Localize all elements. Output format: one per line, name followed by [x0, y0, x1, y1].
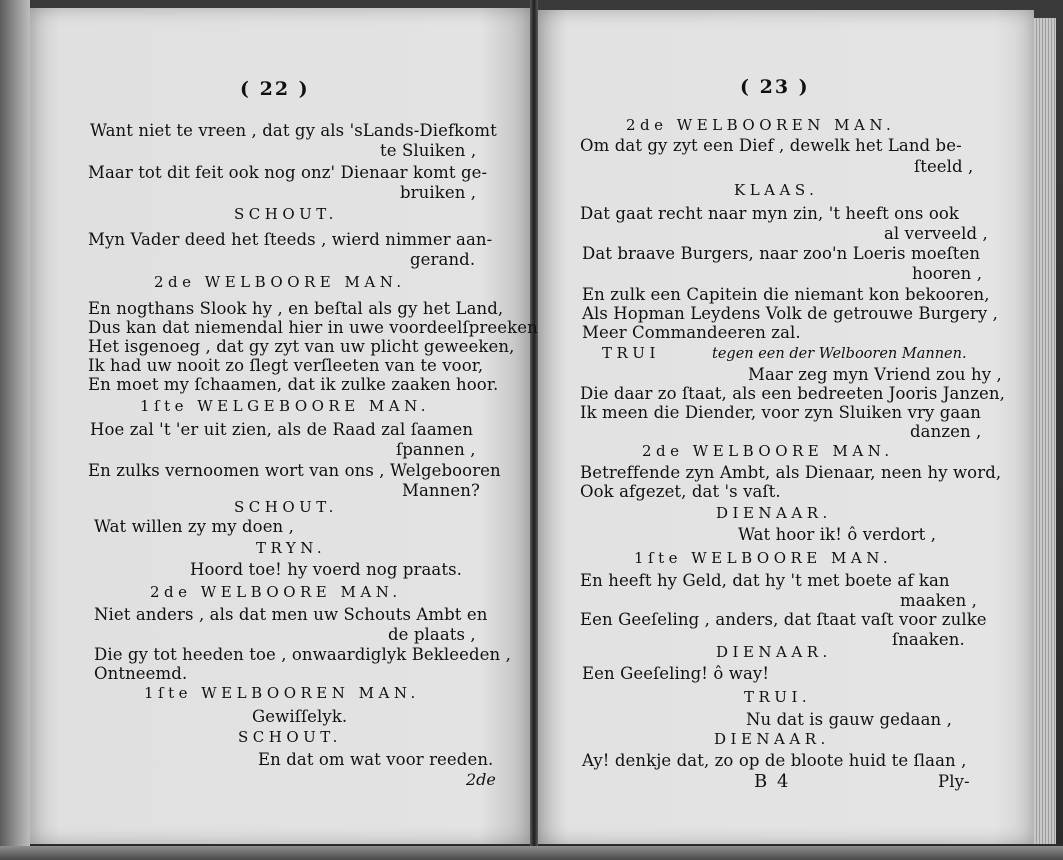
page-number: ( 23 ): [740, 76, 810, 98]
verse-line: En nogthans Slook hy , en beſtal als gy het Land,: [88, 299, 504, 318]
verse-line: Dat gaat recht naar myn zin, 't heeft ons ook: [580, 204, 959, 223]
verse-line: Ay! denkje dat, zo op de bloote huid te ſlaan ,: [582, 751, 967, 770]
verse-line: Als Hopman Leydens Volk de getrouwe Burgery ,: [582, 304, 998, 323]
speaker-heading: 2de WELBOOREN MAN.: [626, 116, 896, 134]
page-number: ( 22 ): [240, 78, 310, 100]
speaker-heading: 2de WELBOORE MAN.: [150, 583, 402, 601]
verse-line: gerand.: [410, 250, 476, 269]
stage-direction: tegen een der Welbooren Mannen.: [712, 346, 967, 362]
verse-line: En zulks vernoomen wort van ons , Welgebooren: [88, 461, 501, 480]
verse-line: Wat willen zy my doen ,: [94, 517, 294, 536]
verse-line: Betreffende zyn Ambt, als Dienaar, neen hy word,: [580, 463, 1002, 482]
verse-line: danzen ,: [910, 422, 982, 441]
verse-line: te Sluiken ,: [380, 141, 477, 160]
speaker-heading: DIENAAR.: [714, 730, 830, 748]
speaker-heading: KLAAS.: [734, 181, 819, 199]
verse-line: Die daar zo ſtaat, als een bedreeten Jooris Janzen,: [580, 384, 1005, 403]
verse-line: Niet anders , als dat men uw Schouts Ambt en: [94, 605, 488, 624]
speaker-heading: 1ſte WELBOOREN MAN.: [144, 684, 420, 702]
speaker-heading: DIENAAR.: [716, 643, 832, 661]
verse-line: Een Geeſeling , anders, dat ſtaat vaſt voor zulke: [580, 610, 987, 629]
speaker-heading: 1ſte WELBOORE MAN.: [634, 549, 893, 567]
verse-line: ſpannen ,: [396, 440, 476, 459]
verse-line: Maar tot dit feit ook nog onz' Dienaar komt ge-: [88, 163, 488, 182]
verse-line: Hoord toe! hy voerd nog praats.: [190, 560, 462, 579]
speaker-heading: SCHOUT.: [234, 498, 338, 516]
verse-line: Die gy tot heeden toe , onwaardiglyk Bekleeden ,: [94, 645, 511, 664]
page-fore-edge: [1034, 18, 1056, 844]
verse-line: Een Geeſeling! ô way!: [582, 664, 770, 683]
speaker-heading: DIENAAR.: [716, 504, 832, 522]
verse-line: Gewiſſelyk.: [252, 707, 348, 726]
verse-line: Hoe zal 't 'er uit zien, als de Raad zal ſaamen: [90, 420, 474, 439]
verse-line: En moet my ſchaamen, dat ik zulke zaaken hoor.: [88, 375, 499, 394]
verse-line: Ook afgezet, dat 's vaſt.: [580, 482, 781, 501]
book-gutter: [530, 0, 538, 860]
verse-line: Ik had uw nooit zo ſlegt verſleeten van te voor,: [88, 356, 484, 375]
book-edge-bottom: [0, 846, 1063, 860]
speaker-heading: 2de WELBOORE MAN.: [154, 273, 406, 291]
verse-line: Ontneemd.: [94, 664, 188, 683]
verse-line: En heeft hy Geld, dat hy 't met boete af kan: [580, 571, 950, 590]
verse-line: Het isgenoeg , dat gy zyt van uw plicht geweeken,: [88, 337, 515, 356]
speaker-heading: SCHOUT.: [238, 728, 342, 746]
verse-line: Nu dat is gauw gedaan ,: [746, 710, 952, 729]
verse-line: al verveeld ,: [884, 224, 988, 243]
speaker-heading: TRUI.: [744, 688, 812, 706]
verse-line: Ik meen die Diender, voor zyn Sluiken vry gaan: [580, 403, 982, 422]
verse-line: Dat braave Burgers, naar zoo'n Loeris moeſten: [582, 244, 981, 263]
verse-line: ſnaaken.: [892, 630, 965, 649]
verse-line: ſteeld ,: [914, 157, 974, 176]
speaker-heading: TRUI: [602, 344, 660, 362]
verse-line: Om dat gy zyt een Dief , dewelk het Land be-: [580, 136, 962, 155]
verse-line: Wat hoor ik! ô verdort ,: [738, 525, 937, 544]
verse-line: hooren ,: [912, 264, 983, 283]
verse-line: de plaats ,: [388, 625, 476, 644]
book-edge-left: [0, 0, 30, 860]
verse-line: bruiken ,: [400, 183, 477, 202]
verse-line: Dus kan dat niemendal hier in uwe voordeelſpreeken: [88, 318, 538, 337]
verse-line: En dat om wat voor reeden.: [258, 750, 494, 769]
right-page: [538, 10, 1034, 844]
verse-line: Meer Commandeeren zal.: [582, 323, 801, 342]
speaker-heading: SCHOUT.: [234, 205, 338, 223]
speaker-heading: 1ſte WELGEBOORE MAN.: [140, 397, 431, 415]
verse-line: En zulk een Capitein die niemant kon bekooren,: [582, 285, 990, 304]
catchword: 2de: [466, 770, 496, 789]
verse-line: Myn Vader deed het ſteeds , wierd nimmer aan-: [88, 230, 493, 249]
speaker-heading: 2de WELBOORE MAN.: [642, 442, 894, 460]
signature-mark: B 4: [754, 771, 791, 792]
verse-line: Mannen?: [402, 481, 480, 500]
verse-line: Maar zeg myn Vriend zou hy ,: [748, 365, 1002, 384]
verse-line: Want niet te vreen , dat gy als 'sLands-Diefkomt: [90, 121, 497, 140]
speaker-heading: TRYN.: [256, 539, 327, 557]
catchword: Ply-: [938, 772, 970, 791]
left-page: [30, 8, 538, 844]
verse-line: maaken ,: [900, 591, 977, 610]
